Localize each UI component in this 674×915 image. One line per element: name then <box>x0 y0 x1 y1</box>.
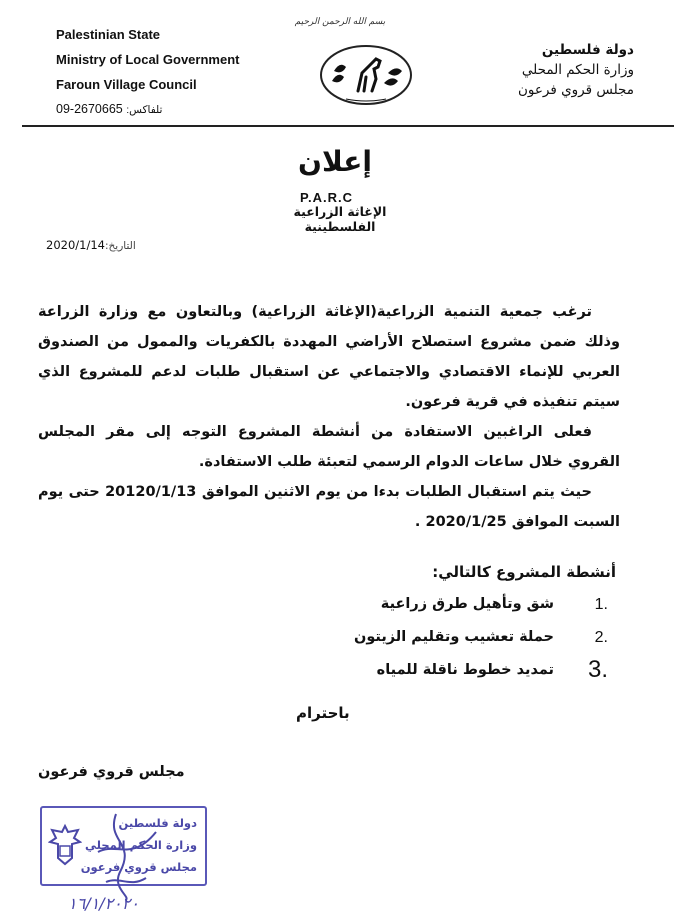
header-ministry-ar: وزارة الحكم المحلي <box>521 62 634 78</box>
activity-number: 3. <box>587 656 608 683</box>
activity-item <box>380 596 608 618</box>
activity-text: شق وتأهيل طرق زراعية <box>380 596 554 612</box>
body-paragraph: فعلى الراغبين الاستفادة من أنشطة المشروع التوجه إلى مقر المجلس القروي خلال ساعات الدوام الرسمي لتعبئة طلب الاستفادة. <box>38 424 620 470</box>
notice-title: إعلان <box>298 145 372 178</box>
header-state-ar: دولة فلسطين <box>541 42 634 58</box>
stamp-line-council: مجلس قروي فرعون <box>80 860 197 874</box>
closing-regards: باحترام <box>296 704 350 722</box>
fax-label: :تلفاكس <box>126 104 163 116</box>
stamp-line-state: دولة فلسطين <box>118 816 197 830</box>
org-code: P.A.R.C <box>300 190 353 205</box>
activities-title: أنشطة المشروع كالتالي: <box>432 563 616 581</box>
village-council-logo <box>318 43 414 107</box>
stamp-line-ministry: وزارة الحكم المحلي <box>85 838 197 852</box>
activity-item <box>353 629 608 651</box>
header-state-en: Palestinian State <box>56 27 161 42</box>
activity-text: حملة تعشيب وتقليم الزيتون <box>353 629 554 645</box>
eagle-emblem-icon <box>48 822 82 868</box>
body-paragraph: حيث يتم استقبال الطلبات بدءا من يوم الاثنين الموافق 20120/1/13 حتى يوم السبت الموافق 2020/1/25 . <box>38 484 620 530</box>
header-ministry-en: Ministry of Local Government <box>56 52 240 67</box>
activity-text: تمديد خطوط ناقلة للمياه <box>376 662 554 678</box>
notice-body <box>38 297 620 537</box>
handwritten-signature <box>86 812 166 902</box>
body-paragraph: ترغب جمعية التنمية الزراعية(الإغاثة الزراعية) وبالتعاون مع وزارة الزراعة وذلك ضمن مشروع استصلاح الأراضي المهددة بالكفريات والممول من الصندوق العربي للإنماء الاقتصادي والاجتماعي عن استقبال طلبات لدعم للمشروع الذي سيتم تنفيذه في قرية فرعون. <box>38 304 620 410</box>
fax-number: 09-2670665 <box>56 102 123 116</box>
header-council-ar: مجلس قروي فرعون <box>517 82 634 98</box>
date-label: :التاريخ <box>104 240 136 252</box>
header-english <box>56 22 239 123</box>
activity-item <box>376 656 608 684</box>
activity-number: 1. <box>594 596 608 613</box>
basmala: بسم الله الرحمن الرحيم <box>294 17 386 27</box>
org-name: الإغاثة الزراعية الفلسطينية <box>293 204 387 234</box>
date-row <box>46 238 136 252</box>
header-council-en: Faroun Village Council <box>56 77 197 92</box>
stamp-date: ١٦/١/٢٠٢٠ <box>68 894 139 913</box>
date-value: 2020/1/14 <box>46 238 105 252</box>
header-fax <box>56 97 239 123</box>
activity-number: 2. <box>594 629 608 646</box>
header-divider <box>22 125 674 127</box>
signature-council: مجلس قروي فرعون <box>38 764 185 780</box>
header-arabic <box>518 40 634 100</box>
